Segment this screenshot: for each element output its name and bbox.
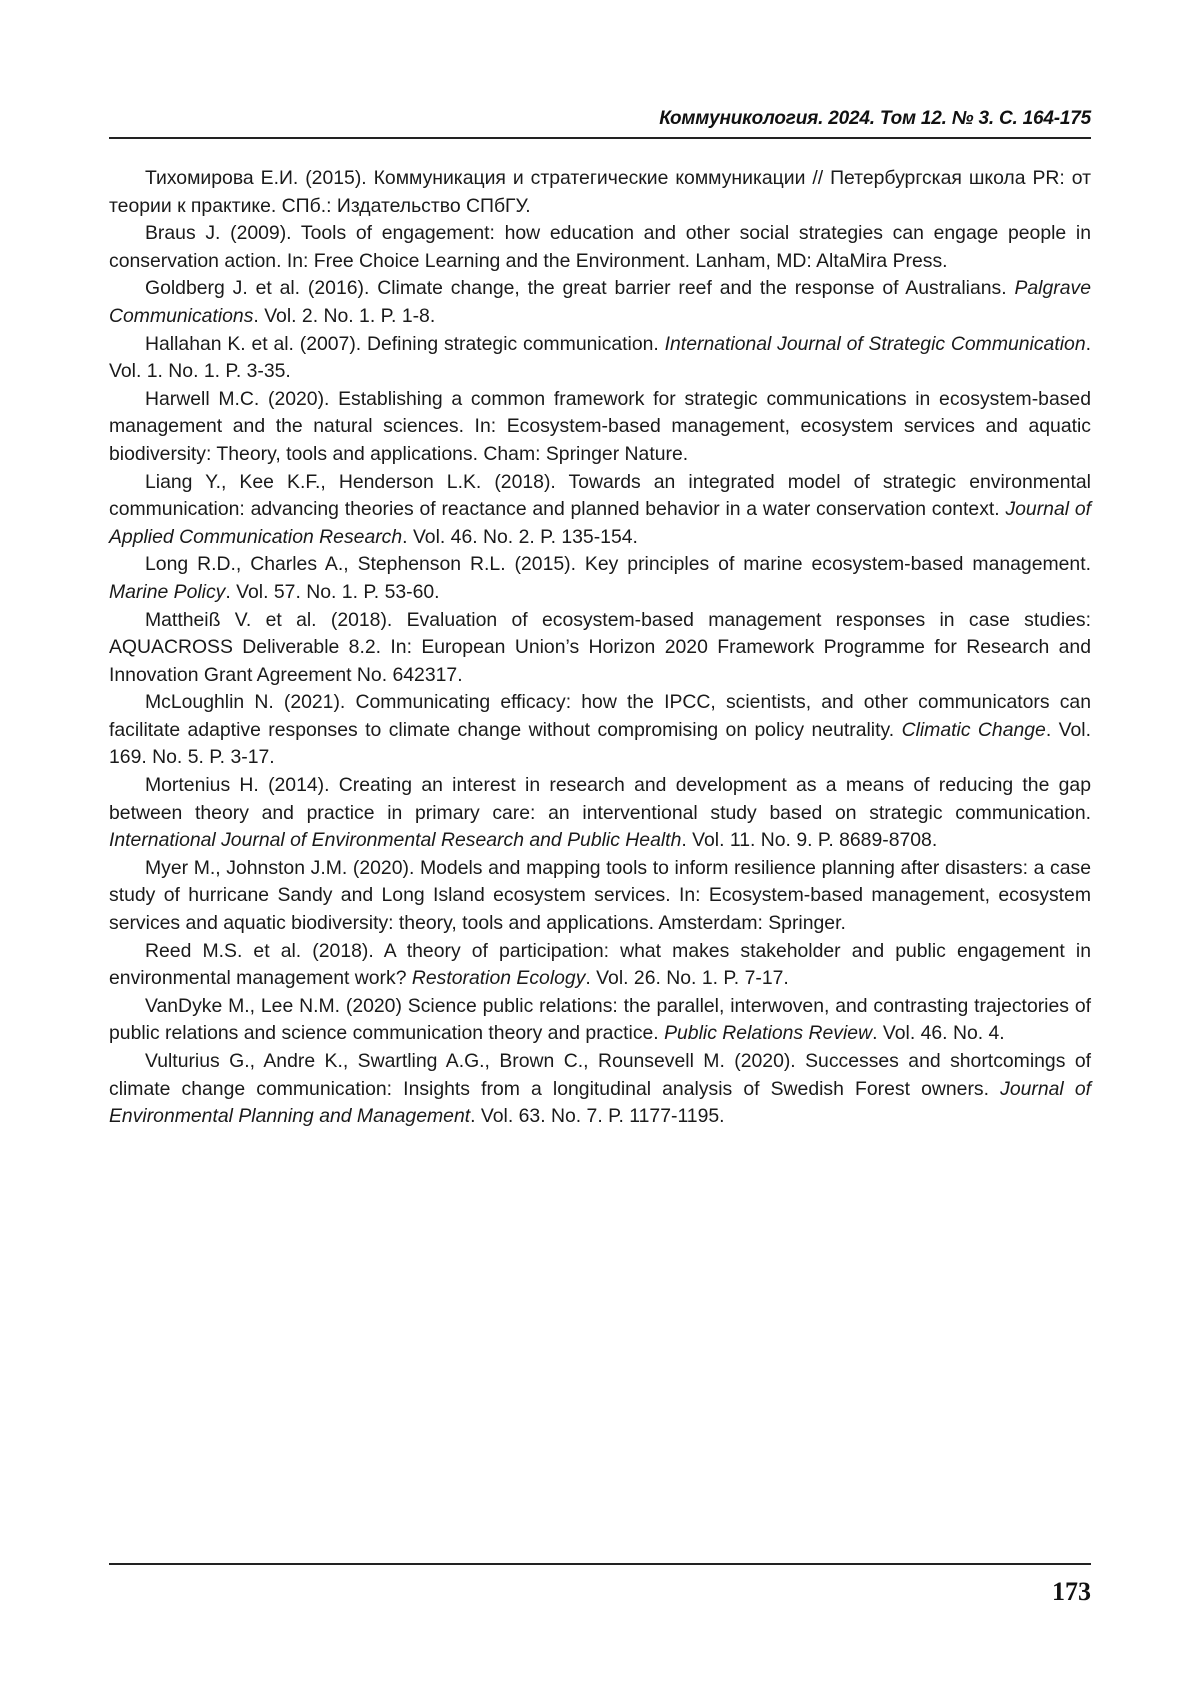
reference-entry [109,220,1091,275]
reference-text: Mortenius H. (2014). Creating an interest in research and development as a means of reducing the gap between theory and practice in primary care: an interventional study based on strategic communication. [109,774,1091,824]
reference-entry [109,772,1091,855]
reference-entry [109,469,1091,552]
running-header: Коммуникология. 2024. Том 12. № 3. С. 164-175 [659,108,1091,129]
reference-details: . Vol. 11. No. 9. P. 8689-8708. [681,829,938,852]
reference-text: Vulturius G., Andre K., Swartling A.G., Brown C., Rounsevell M. (2020). Successes and shortcomings of climate change communication: Insights from a longitudinal analysis of Swedish Forest owners. [109,1050,1091,1100]
page-number: 173 [1052,1577,1091,1606]
reference-entry [109,165,1091,220]
reference-details: . Vol. 46. No. 4. [872,1022,1005,1045]
reference-text: Liang Y., Kee K.F., Henderson L.K. (2018). Towards an integrated model of strategic environmental communication: advancing theories of reactance and planned behavior in a water conservation context. [109,470,1091,521]
reference-list [109,165,1091,1131]
reference-source: Marine Policy [109,580,226,603]
reference-source: Journal of Applied Communication Research [109,498,1091,548]
reference-text: Long R.D., Charles A., Stephenson R.L. (2015). Key principles of marine ecosystem-based management. [145,553,1091,576]
reference-text: Reed M.S. et al. (2018). A theory of participation: what makes stakeholder and public engagement in environmental management work? [109,939,1091,990]
reference-entry [109,1048,1091,1131]
reference-entry [109,855,1091,938]
reference-source: Public Relations Review [664,1022,873,1045]
reference-text: Goldberg J. et al. (2016). Climate change, the great barrier reef and the response of Australians. [145,277,1015,300]
reference-source: Restoration Ecology [411,967,586,990]
reference-text: Mattheiß V. et al. (2018). Evaluation of ecosystem-based management responses in case studies: AQUACROSS Deliverable 8.2. In: European Union’s Horizon 2020 Framework Programme for Research and Innovation Grant Agreement No. 642317. [109,608,1091,686]
reference-details: . Vol. 57. No. 1. P. 53-60. [225,580,440,603]
reference-entry [109,607,1091,690]
reference-entry [109,993,1091,1048]
reference-source: Climatic Change [901,718,1046,741]
reference-entry [109,386,1091,469]
reference-details: . Vol. 2. No. 1. P. 1-8. [253,304,436,327]
footer-divider [109,1563,1091,1565]
reference-source: International Journal of Environmental Research and Public Health [109,829,682,852]
reference-source: International Journal of Strategic Communication [664,332,1086,355]
reference-details: . Vol. 169. No. 5. P. 3-17. [109,718,1092,769]
header-divider [109,137,1091,139]
reference-entry [109,275,1091,330]
reference-text: Braus J. (2009). Tools of engagement: how education and other social strategies can engage people in conservation action. In: Free Choice Learning and the Environment. Lanham, MD: AltaMira Press. [109,222,1091,272]
reference-entry [109,938,1091,993]
reference-details: . Vol. 63. No. 7. P. 1177-1195. [470,1105,725,1128]
reference-text: Hallahan K. et al. (2007). Defining strategic communication. [145,332,665,355]
reference-source: Palgrave Communications [109,277,1091,327]
reference-details: . Vol. 1. No. 1. P. 3-35. [109,332,1091,383]
reference-text: Harwell M.C. (2020). Establishing a common framework for strategic communications in ecosystem-based management and the natural sciences. In: Ecosystem-based management, ecosystem services and aquatic biodiversity: Theory, tools and applications. Cham: Springer Nature. [109,387,1091,465]
reference-details: . Vol. 46. No. 2. P. 135-154. [402,525,638,548]
reference-text: VanDyke M., Lee N.M. (2020) Science public relations: the parallel, interwoven, and contrasting trajectories of public relations and science communication theory and practice. [109,994,1091,1045]
reference-entry [109,689,1091,772]
reference-text: Myer M., Johnston J.M. (2020). Models and mapping tools to inform resilience planning after disasters: a case study of hurricane Sandy and Long Island ecosystem services. In: Ecosystem-based management, ecosystem services and aquatic biodiversity: theory, tools and applications. Amsterdam: Springer. [109,856,1091,935]
reference-source: Journal of Environmental Planning and Management [109,1077,1092,1128]
reference-text: McLoughlin N. (2021). Communicating efficacy: how the IPCC, scientists, and other communicators can facilitate adaptive responses to climate change without compromising on policy neutrality. [109,691,1091,741]
reference-entry [109,551,1091,606]
reference-entry [109,331,1091,386]
reference-details: . Vol. 26. No. 1. P. 7-17. [585,967,789,990]
reference-text: Тихомирова Е.И. (2015). Коммуникация и стратегические коммуникации // Петербургская школа PR: от теории к практике. СПб.: Издательство СПбГУ. [109,167,1091,217]
